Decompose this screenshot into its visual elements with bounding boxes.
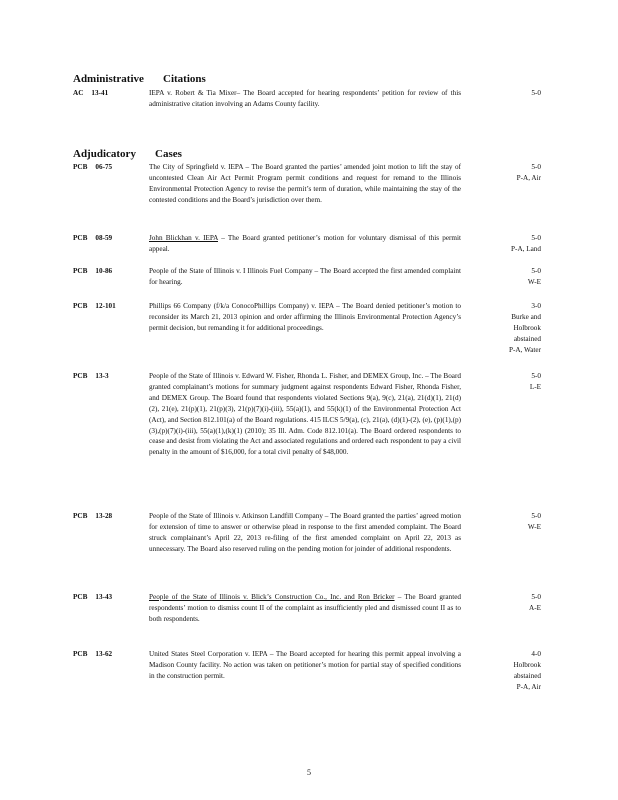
case-description	[149, 511, 461, 555]
page-number: 5	[307, 768, 311, 777]
case-entry	[73, 162, 543, 222]
vote-line: W-E	[527, 277, 541, 286]
case-code	[73, 88, 143, 99]
case-entry	[73, 592, 543, 640]
vote-line: A-E	[529, 603, 541, 612]
case-code	[73, 266, 143, 277]
case-text: – The Board granted respondents’ motion to dismiss count II of the complaint as insufficiently pled and dismissed count II as to both respondents.	[149, 593, 461, 623]
case-number: 12-101	[95, 302, 116, 310]
case-description	[149, 233, 461, 255]
case-vote	[473, 266, 541, 288]
vote-line: L-E	[529, 382, 541, 391]
case-type: PCB	[73, 234, 88, 242]
section-heading-adjudicatory: Adjudicatory	[73, 148, 136, 160]
case-code	[73, 233, 143, 244]
case-vote	[473, 371, 541, 393]
case-number: 13-62	[95, 650, 113, 658]
case-number: 13-43	[95, 593, 113, 601]
case-entry	[73, 649, 543, 709]
case-title: John Blickhan v. IEPA	[149, 234, 218, 242]
case-text: United States Steel Corporation v. IEPA – The Board accepted for hearing this permit appeal involving a Madison County facility. No action was taken on petitioner’s motion for partial stay of specified conditions in the construction permit.	[149, 650, 461, 680]
case-code	[73, 162, 143, 173]
vote-line: abstained	[513, 334, 541, 343]
case-code	[73, 511, 143, 522]
case-vote	[473, 649, 541, 693]
case-description	[149, 266, 461, 288]
case-type: PCB	[73, 302, 88, 310]
case-number: 13-41	[91, 89, 109, 97]
case-type: PCB	[73, 512, 88, 520]
case-number: 06-75	[95, 163, 113, 171]
vote-line: P-A, Water	[508, 345, 541, 354]
case-title: People of the State of Illinois v. Blick’s Construction Co., Inc. and Ron Bricker	[149, 593, 395, 601]
case-vote	[473, 592, 541, 614]
case-entry	[73, 266, 543, 290]
case-number: 13-28	[95, 512, 113, 520]
case-code	[73, 301, 143, 312]
case-text: People of the State of Illinois v. I Illinois Fuel Company – The Board accepted the first amended complaint for hearing.	[149, 267, 461, 286]
case-type: PCB	[73, 163, 88, 171]
vote-line: Holbrook	[513, 323, 541, 332]
case-type: PCB	[73, 593, 88, 601]
case-description	[149, 301, 461, 334]
section-subheading-citations: Citations	[163, 73, 206, 85]
case-vote	[473, 301, 541, 356]
case-code	[73, 371, 143, 382]
case-vote	[473, 162, 541, 184]
case-text: – The Board granted petitioner’s motion for voluntary dismissal of this permit appeal.	[149, 234, 461, 253]
case-vote	[473, 88, 541, 99]
section-heading-administrative: Administrative	[73, 73, 144, 85]
vote-line: 5-0	[531, 163, 541, 171]
case-text: The City of Springfield v. IEPA – The Board granted the parties’ amended joint motion to lift the stay of uncontested Clean Air Act Permit Program permit conditions and request for remand to the Illinois Environmental Protection Agency to revise the permit’s term of duration, while maintaining the stay of the contested conditions and the Board’s jurisdiction over them.	[149, 163, 461, 204]
vote-line: P-A, Air	[516, 173, 541, 182]
case-description	[149, 592, 461, 625]
vote-line: 4-0	[531, 650, 541, 658]
vote-line: P-A, Air	[516, 682, 541, 691]
vote-line: abstained	[513, 671, 541, 680]
case-number: 08-59	[95, 234, 113, 242]
vote-line: Burke and	[511, 312, 541, 321]
vote-line: W-E	[527, 522, 541, 531]
case-entry	[73, 301, 543, 361]
case-entry	[73, 88, 543, 124]
vote-line: P-A, Land	[511, 244, 541, 253]
case-number: 13-3	[95, 372, 109, 380]
case-code	[73, 649, 143, 660]
case-entry	[73, 371, 543, 501]
section-subheading-cases: Cases	[155, 148, 182, 160]
case-type: AC	[73, 89, 84, 97]
case-description	[149, 88, 461, 110]
vote-line: 3-0	[531, 302, 541, 310]
case-text: People of the State of Illinois v. Edward W. Fisher, Rhonda L. Fisher, and DEMEX Group, Inc. – The Board granted complainant’s motions for summary judgment against respondents Edward Fisher, Rhonda Fisher, and DEMEX Group. The Board found that respondents violated Sections 9(a), 9(c), 21(a), 21(d)(1), 21(d)(2), 21(e), 21(p)(1), 21(p)(3), 21(p)(7)(i)-(iii), 55(a)(1), and 55(k)(1) of the Environmental Protection Act (Act), and Section 812.101(a) of the Board regulations. 415 ILCS 5/9(a), (c), 21(a), (d)(1)-(2), (e), (p)(1),(p)(3),(p)(7)(i)-(iii), 55(a)(1),(k)(1) (2010); 35 Ill. Adm. Code 812.101(a). The Board ordered respondents to cease and desist from violating the Act and associated regulations and ordered each respondent to pay a civil penalty in the amount of $16,000, for a total civil penalty of $48,000.	[149, 372, 461, 457]
case-description	[149, 371, 461, 458]
vote-line: 5-0	[531, 372, 541, 380]
case-type: PCB	[73, 267, 88, 275]
vote-line: Holbrook	[513, 660, 541, 669]
case-vote	[473, 511, 541, 533]
case-number: 10-86	[95, 267, 113, 275]
vote-line: 5-0	[531, 267, 541, 275]
case-text: Phillips 66 Company (f/k/a ConocoPhillips Company) v. IEPA – The Board denied petitioner’s motion to reconsider its March 21, 2013 opinion and order affirming the Illinois Environmental Protection Agency’s permit decision, but remanding it for additional proceedings.	[149, 302, 461, 332]
case-vote	[473, 233, 541, 255]
case-code	[73, 592, 143, 603]
vote-line: 5-0	[531, 89, 541, 97]
vote-line: 5-0	[531, 512, 541, 520]
case-text: People of the State of Illinois v. Atkinson Landfill Company – The Board granted the parties’ agreed motion for extension of time to answer or otherwise plead in response to the first amended complaint. The Board struck complainant’s April 22, 2013 re-filing of the first amended complaint on April 22, 2013 as unnecessary. The Board also reserved ruling on the pending motion for joinder of additional respondents.	[149, 512, 461, 553]
case-entry	[73, 511, 543, 583]
case-description	[149, 162, 461, 206]
case-entry	[73, 233, 543, 257]
vote-line: 5-0	[531, 593, 541, 601]
case-type: PCB	[73, 372, 88, 380]
case-text: IEPA v. Robert & Tia Mixer– The Board accepted for hearing respondents’ petition for review of this administrative citation involving an Adams County facility.	[149, 89, 461, 108]
vote-line: 5-0	[531, 234, 541, 242]
case-type: PCB	[73, 650, 88, 658]
case-description	[149, 649, 461, 682]
